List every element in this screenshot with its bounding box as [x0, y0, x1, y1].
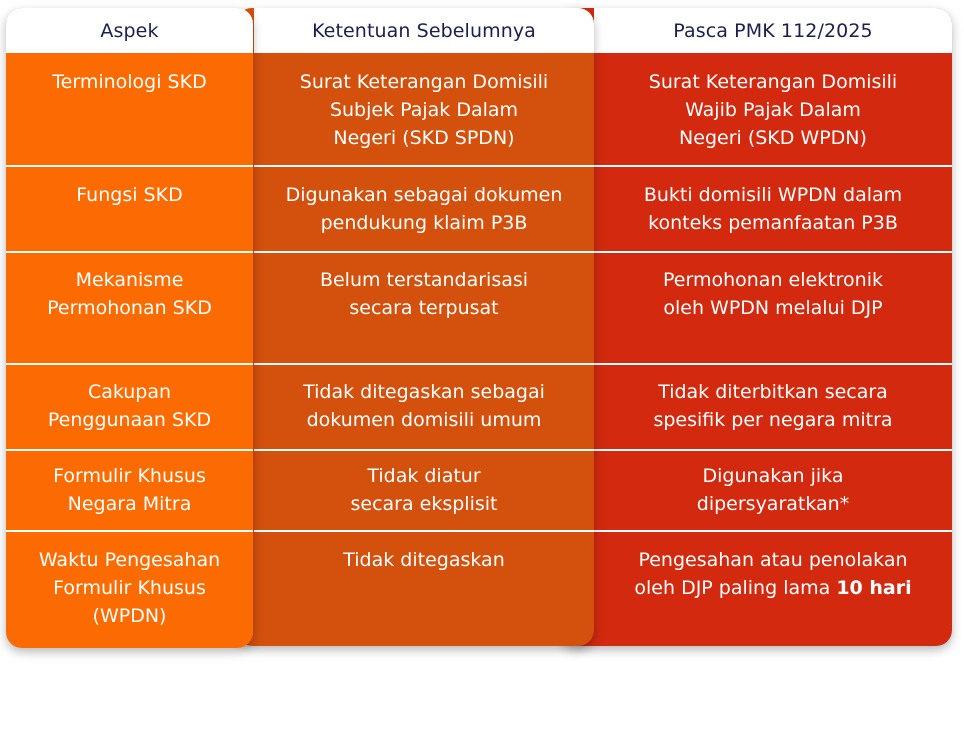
- cell-line: secara terpusat: [349, 297, 499, 319]
- cell-line: Formulir Khusus: [53, 577, 206, 599]
- cell-line: Tidak diatur: [367, 465, 481, 487]
- cell-aspek-terminologi: [6, 68, 253, 96]
- cell-line: Permohonan SKD: [47, 297, 212, 319]
- cell-bold-text: 10 hari: [836, 577, 912, 599]
- cell-line: Belum terstandarisasi: [319, 269, 529, 291]
- cell-line: Pengesahan atau penolakan: [638, 549, 908, 571]
- row-divider: [6, 363, 253, 365]
- cell-line: Negeri (SKD SPDN): [333, 127, 515, 149]
- row-divider: [594, 530, 952, 532]
- cell-line: Tidak ditegaskan sebagai: [303, 381, 545, 403]
- cell-line: Fungsi SKD: [76, 184, 183, 206]
- cell-sebelumnya-terminologi: [254, 68, 594, 152]
- cell-pasca-terminologi: [594, 68, 952, 152]
- cell-pasca-waktu: [594, 546, 952, 602]
- cell-line: Surat Keterangan Domisili: [648, 71, 898, 93]
- cell-line: Penggunaan SKD: [47, 409, 212, 431]
- cell-line: dipersyaratkan*: [696, 493, 850, 515]
- cell-line: Negeri (SKD WPDN): [679, 127, 867, 149]
- cell-aspek-waktu: [6, 546, 253, 630]
- header-pasca: Pasca PMK 112/2025: [594, 8, 952, 53]
- row-divider: [594, 449, 952, 451]
- cell-line: [634, 574, 911, 602]
- cell-line: pendukung klaim P3B: [320, 212, 528, 234]
- row-divider: [594, 363, 952, 365]
- cell-aspek-fungsi: [6, 181, 253, 209]
- row-divider: [6, 530, 253, 532]
- column-aspek: [6, 8, 253, 648]
- cell-line: Bukti domisili WPDN dalam: [643, 184, 903, 206]
- row-divider: [254, 165, 594, 167]
- cell-pasca-fungsi: [594, 181, 952, 237]
- cell-line: oleh WPDN melalui DJP: [663, 297, 883, 319]
- cell-line: (WPDN): [92, 605, 167, 627]
- cell-line: Tidak diterbitkan secara: [658, 381, 888, 403]
- cell-sebelumnya-formulir: [254, 462, 594, 518]
- cell-sebelumnya-mekanisme: [254, 266, 594, 322]
- cell-line: Digunakan jika: [702, 465, 844, 487]
- row-divider: [594, 165, 952, 167]
- cell-line: secara eksplisit: [350, 493, 498, 515]
- row-divider: [6, 251, 253, 253]
- column-pasca: [560, 8, 952, 646]
- cell-sebelumnya-cakupan: [254, 378, 594, 434]
- cell-aspek-cakupan: [6, 378, 253, 434]
- cell-pasca-formulir: [594, 462, 952, 518]
- cell-line: Digunakan sebagai dokumen: [285, 184, 563, 206]
- cell-line: Formulir Khusus: [53, 465, 206, 487]
- cell-line: Permohonan elektronik: [663, 269, 883, 291]
- cell-line: konteks pemanfaatan P3B: [648, 212, 898, 234]
- cell-line: Terminologi SKD: [52, 71, 207, 93]
- row-divider: [254, 530, 594, 532]
- cell-text: oleh DJP paling lama: [634, 577, 837, 599]
- cell-line: Negara Mitra: [67, 493, 192, 515]
- cell-aspek-mekanisme: [6, 266, 253, 322]
- column-sebelumnya: [236, 8, 594, 646]
- cell-line: spesifik per negara mitra: [653, 409, 893, 431]
- row-divider: [254, 251, 594, 253]
- header-sebelumnya: Ketentuan Sebelumnya: [254, 8, 594, 53]
- cell-sebelumnya-fungsi: [254, 181, 594, 237]
- cell-line: Tidak ditegaskan: [343, 549, 505, 571]
- cell-aspek-formulir: [6, 462, 253, 518]
- cell-line: Wajib Pajak Dalam: [685, 99, 861, 121]
- cell-line: Surat Keterangan Domisili: [299, 71, 549, 93]
- row-divider: [594, 251, 952, 253]
- cell-line: Cakupan: [87, 381, 172, 403]
- row-divider: [254, 449, 594, 451]
- row-divider: [6, 449, 253, 451]
- cell-pasca-cakupan: [594, 378, 952, 434]
- cell-line: dokumen domisili umum: [306, 409, 542, 431]
- row-divider: [254, 363, 594, 365]
- cell-sebelumnya-waktu: [254, 546, 594, 574]
- cell-line: Subjek Pajak Dalam: [329, 99, 519, 121]
- cell-pasca-mekanisme: [594, 266, 952, 322]
- row-divider: [6, 165, 253, 167]
- header-aspek: Aspek: [6, 8, 253, 53]
- cell-line: Mekanisme: [75, 269, 184, 291]
- cell-line: Waktu Pengesahan: [38, 549, 221, 571]
